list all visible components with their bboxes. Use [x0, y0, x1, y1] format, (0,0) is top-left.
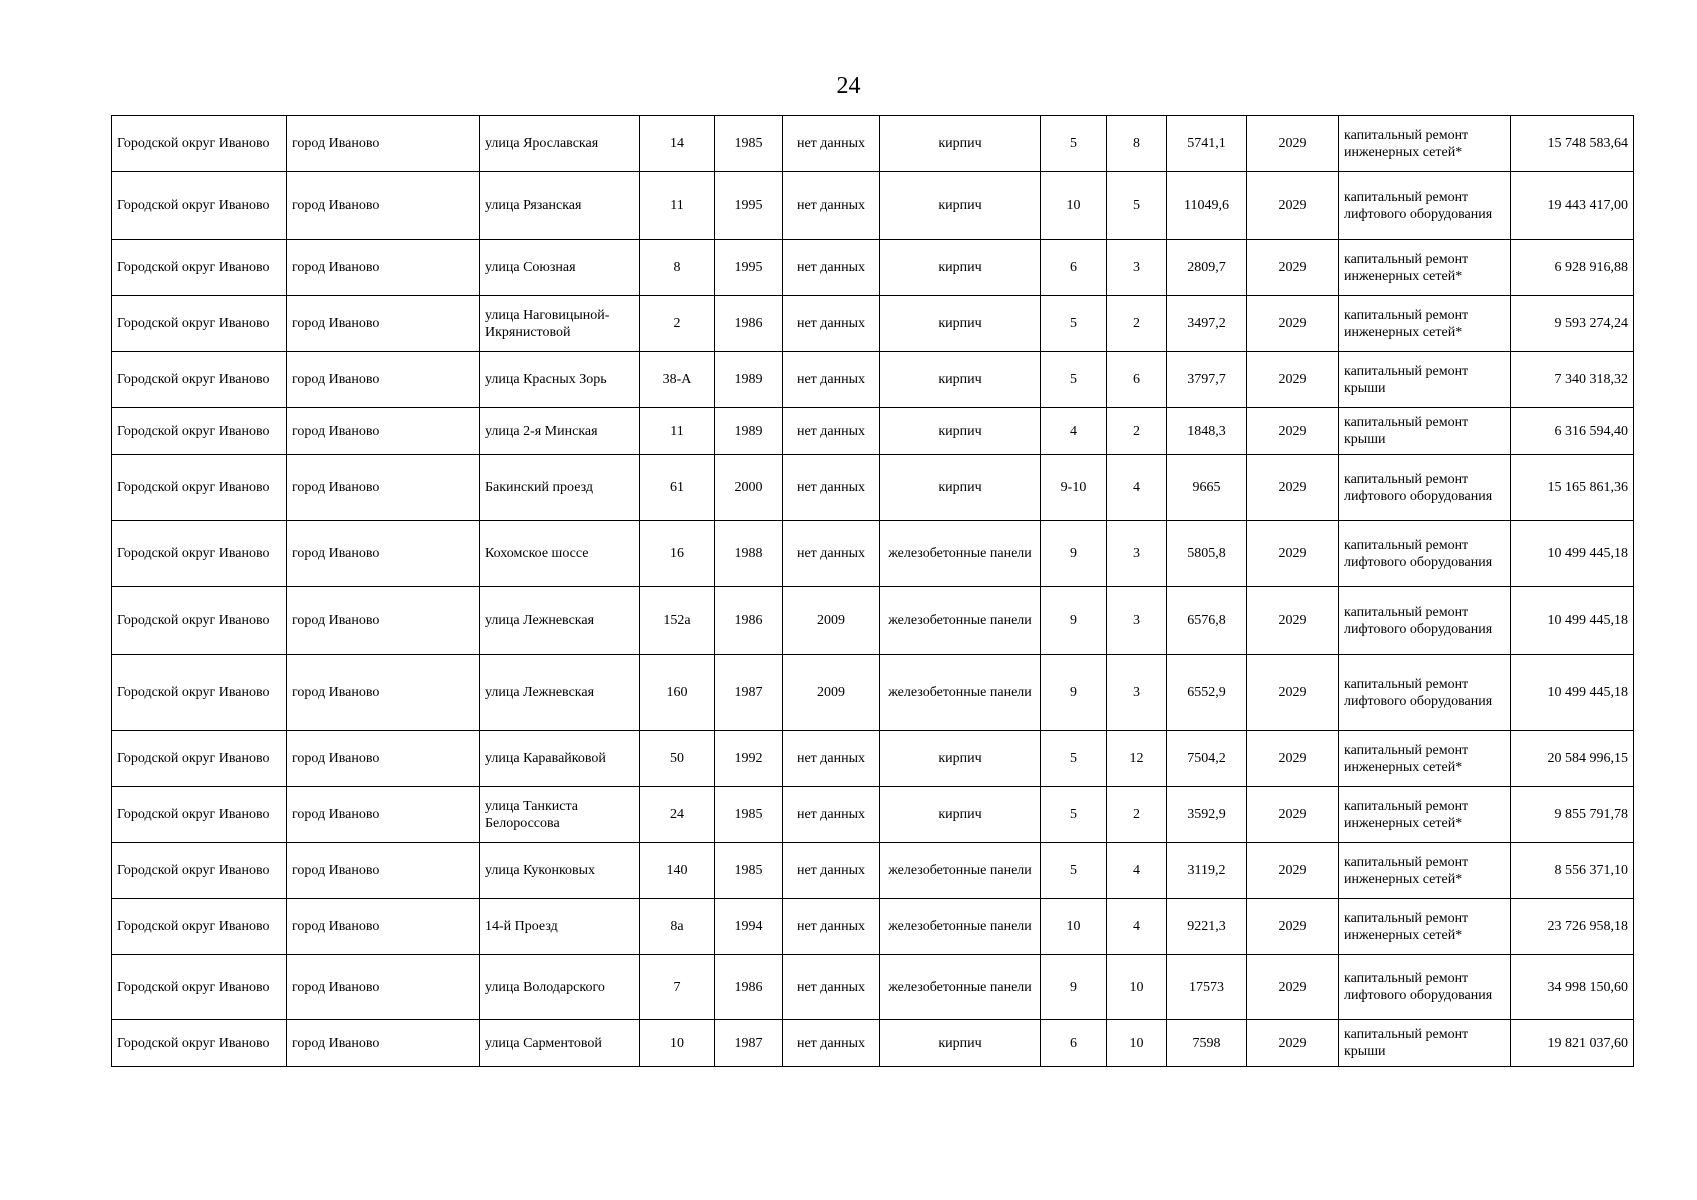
municipality-cell: Городской округ Иваново	[112, 587, 287, 655]
house-number-cell: 11	[640, 172, 715, 240]
last-overhaul-cell: нет данных	[783, 731, 880, 787]
work-type-cell: капитальный ремонт лифтового оборудования	[1339, 655, 1511, 731]
entrances-cell: 3	[1107, 587, 1167, 655]
house-number-cell: 16	[640, 521, 715, 587]
settlement-cell: город Иваново	[287, 787, 480, 843]
wall-material-cell: кирпич	[880, 1020, 1041, 1067]
last-overhaul-cell: нет данных	[783, 455, 880, 521]
table-row	[112, 408, 1634, 455]
year-built-cell: 1985	[715, 843, 783, 899]
floors-cell: 6	[1041, 240, 1107, 296]
area-cell: 6552,9	[1167, 655, 1247, 731]
work-type-cell: капитальный ремонт инженерных сетей*	[1339, 843, 1511, 899]
entrances-cell: 6	[1107, 352, 1167, 408]
last-overhaul-cell: нет данных	[783, 521, 880, 587]
area-cell: 1848,3	[1167, 408, 1247, 455]
settlement-cell: город Иваново	[287, 899, 480, 955]
municipality-cell: Городской округ Иваново	[112, 352, 287, 408]
street-cell: улица Лежневская	[480, 587, 640, 655]
planned-year-cell: 2029	[1247, 655, 1339, 731]
municipality-cell: Городской округ Иваново	[112, 116, 287, 172]
floors-cell: 4	[1041, 408, 1107, 455]
wall-material-cell: железобетонные панели	[880, 955, 1041, 1020]
year-built-cell: 1987	[715, 1020, 783, 1067]
entrances-cell: 10	[1107, 1020, 1167, 1067]
cost-cell: 7 340 318,32	[1511, 352, 1634, 408]
wall-material-cell: кирпич	[880, 240, 1041, 296]
year-built-cell: 1989	[715, 352, 783, 408]
planned-year-cell: 2029	[1247, 296, 1339, 352]
municipality-cell: Городской округ Иваново	[112, 843, 287, 899]
settlement-cell: город Иваново	[287, 1020, 480, 1067]
year-built-cell: 2000	[715, 455, 783, 521]
table-row	[112, 587, 1634, 655]
planned-year-cell: 2029	[1247, 843, 1339, 899]
street-cell: улица Союзная	[480, 240, 640, 296]
settlement-cell: город Иваново	[287, 655, 480, 731]
year-built-cell: 1987	[715, 655, 783, 731]
floors-cell: 9	[1041, 521, 1107, 587]
municipality-cell: Городской округ Иваново	[112, 172, 287, 240]
cost-cell: 6 316 594,40	[1511, 408, 1634, 455]
last-overhaul-cell: нет данных	[783, 787, 880, 843]
work-type-cell: капитальный ремонт лифтового оборудования	[1339, 587, 1511, 655]
entrances-cell: 5	[1107, 172, 1167, 240]
wall-material-cell: кирпич	[880, 787, 1041, 843]
area-cell: 3592,9	[1167, 787, 1247, 843]
house-number-cell: 7	[640, 955, 715, 1020]
cost-cell: 23 726 958,18	[1511, 899, 1634, 955]
settlement-cell: город Иваново	[287, 352, 480, 408]
street-cell: улица Сарментовой	[480, 1020, 640, 1067]
year-built-cell: 1986	[715, 296, 783, 352]
table-body	[112, 116, 1634, 1067]
last-overhaul-cell: нет данных	[783, 408, 880, 455]
wall-material-cell: железобетонные панели	[880, 843, 1041, 899]
cost-cell: 20 584 996,15	[1511, 731, 1634, 787]
housing-registry-table	[111, 115, 1634, 1067]
cost-cell: 10 499 445,18	[1511, 587, 1634, 655]
table-row	[112, 352, 1634, 408]
area-cell: 3497,2	[1167, 296, 1247, 352]
house-number-cell: 11	[640, 408, 715, 455]
table-row	[112, 172, 1634, 240]
year-built-cell: 1995	[715, 172, 783, 240]
wall-material-cell: кирпич	[880, 296, 1041, 352]
entrances-cell: 2	[1107, 408, 1167, 455]
settlement-cell: город Иваново	[287, 731, 480, 787]
house-number-cell: 160	[640, 655, 715, 731]
work-type-cell: капитальный ремонт лифтового оборудования	[1339, 955, 1511, 1020]
settlement-cell: город Иваново	[287, 296, 480, 352]
work-type-cell: капитальный ремонт крыши	[1339, 352, 1511, 408]
wall-material-cell: кирпич	[880, 408, 1041, 455]
floors-cell: 5	[1041, 352, 1107, 408]
planned-year-cell: 2029	[1247, 1020, 1339, 1067]
house-number-cell: 10	[640, 1020, 715, 1067]
cost-cell: 19 443 417,00	[1511, 172, 1634, 240]
wall-material-cell: железобетонные панели	[880, 521, 1041, 587]
table-row	[112, 455, 1634, 521]
street-cell: Кохомское шоссе	[480, 521, 640, 587]
entrances-cell: 3	[1107, 240, 1167, 296]
street-cell: улица Танкиста Белороссова	[480, 787, 640, 843]
settlement-cell: город Иваново	[287, 843, 480, 899]
last-overhaul-cell: нет данных	[783, 843, 880, 899]
area-cell: 3119,2	[1167, 843, 1247, 899]
work-type-cell: капитальный ремонт лифтового оборудования	[1339, 455, 1511, 521]
planned-year-cell: 2029	[1247, 408, 1339, 455]
work-type-cell: капитальный ремонт инженерных сетей*	[1339, 296, 1511, 352]
municipality-cell: Городской округ Иваново	[112, 408, 287, 455]
floors-cell: 9	[1041, 955, 1107, 1020]
area-cell: 9665	[1167, 455, 1247, 521]
year-built-cell: 1986	[715, 587, 783, 655]
planned-year-cell: 2029	[1247, 455, 1339, 521]
cost-cell: 9 855 791,78	[1511, 787, 1634, 843]
entrances-cell: 4	[1107, 455, 1167, 521]
wall-material-cell: железобетонные панели	[880, 655, 1041, 731]
settlement-cell: город Иваново	[287, 587, 480, 655]
last-overhaul-cell: 2009	[783, 587, 880, 655]
house-number-cell: 50	[640, 731, 715, 787]
cost-cell: 8 556 371,10	[1511, 843, 1634, 899]
area-cell: 7504,2	[1167, 731, 1247, 787]
year-built-cell: 1986	[715, 955, 783, 1020]
year-built-cell: 1992	[715, 731, 783, 787]
municipality-cell: Городской округ Иваново	[112, 955, 287, 1020]
floors-cell: 5	[1041, 843, 1107, 899]
year-built-cell: 1989	[715, 408, 783, 455]
settlement-cell: город Иваново	[287, 521, 480, 587]
cost-cell: 15 748 583,64	[1511, 116, 1634, 172]
house-number-cell: 140	[640, 843, 715, 899]
wall-material-cell: кирпич	[880, 455, 1041, 521]
street-cell: улица Куконковых	[480, 843, 640, 899]
work-type-cell: капитальный ремонт лифтового оборудования	[1339, 172, 1511, 240]
municipality-cell: Городской округ Иваново	[112, 296, 287, 352]
planned-year-cell: 2029	[1247, 521, 1339, 587]
municipality-cell: Городской округ Иваново	[112, 240, 287, 296]
street-cell: улица Красных Зорь	[480, 352, 640, 408]
house-number-cell: 38-А	[640, 352, 715, 408]
house-number-cell: 8	[640, 240, 715, 296]
work-type-cell: капитальный ремонт лифтового оборудования	[1339, 521, 1511, 587]
municipality-cell: Городской округ Иваново	[112, 455, 287, 521]
last-overhaul-cell: нет данных	[783, 352, 880, 408]
municipality-cell: Городской округ Иваново	[112, 521, 287, 587]
planned-year-cell: 2029	[1247, 899, 1339, 955]
wall-material-cell: кирпич	[880, 731, 1041, 787]
entrances-cell: 10	[1107, 955, 1167, 1020]
work-type-cell: капитальный ремонт крыши	[1339, 408, 1511, 455]
work-type-cell: капитальный ремонт инженерных сетей*	[1339, 787, 1511, 843]
work-type-cell: капитальный ремонт инженерных сетей*	[1339, 731, 1511, 787]
area-cell: 17573	[1167, 955, 1247, 1020]
year-built-cell: 1994	[715, 899, 783, 955]
wall-material-cell: кирпич	[880, 352, 1041, 408]
entrances-cell: 3	[1107, 655, 1167, 731]
last-overhaul-cell: нет данных	[783, 116, 880, 172]
last-overhaul-cell: нет данных	[783, 1020, 880, 1067]
street-cell: улица Лежневская	[480, 655, 640, 731]
table-row	[112, 843, 1634, 899]
house-number-cell: 14	[640, 116, 715, 172]
settlement-cell: город Иваново	[287, 240, 480, 296]
floors-cell: 10	[1041, 172, 1107, 240]
street-cell: улица Каравайковой	[480, 731, 640, 787]
municipality-cell: Городской округ Иваново	[112, 899, 287, 955]
floors-cell: 5	[1041, 787, 1107, 843]
municipality-cell: Городской округ Иваново	[112, 1020, 287, 1067]
house-number-cell: 152а	[640, 587, 715, 655]
settlement-cell: город Иваново	[287, 955, 480, 1020]
street-cell: улица Ярославская	[480, 116, 640, 172]
street-cell: улица Володарского	[480, 955, 640, 1020]
table-row	[112, 655, 1634, 731]
table-row	[112, 955, 1634, 1020]
last-overhaul-cell: нет данных	[783, 899, 880, 955]
floors-cell: 5	[1041, 116, 1107, 172]
house-number-cell: 24	[640, 787, 715, 843]
table-row	[112, 240, 1634, 296]
entrances-cell: 3	[1107, 521, 1167, 587]
area-cell: 3797,7	[1167, 352, 1247, 408]
planned-year-cell: 2029	[1247, 587, 1339, 655]
floors-cell: 9	[1041, 587, 1107, 655]
work-type-cell: капитальный ремонт инженерных сетей*	[1339, 240, 1511, 296]
cost-cell: 9 593 274,24	[1511, 296, 1634, 352]
entrances-cell: 2	[1107, 787, 1167, 843]
house-number-cell: 2	[640, 296, 715, 352]
municipality-cell: Городской округ Иваново	[112, 787, 287, 843]
settlement-cell: город Иваново	[287, 455, 480, 521]
entrances-cell: 2	[1107, 296, 1167, 352]
house-number-cell: 61	[640, 455, 715, 521]
cost-cell: 10 499 445,18	[1511, 521, 1634, 587]
street-cell: 14-й Проезд	[480, 899, 640, 955]
street-cell: Бакинский проезд	[480, 455, 640, 521]
table-row	[112, 296, 1634, 352]
page-number: 24	[836, 73, 861, 99]
settlement-cell: город Иваново	[287, 408, 480, 455]
wall-material-cell: железобетонные панели	[880, 587, 1041, 655]
settlement-cell: город Иваново	[287, 172, 480, 240]
street-cell: улица 2-я Минская	[480, 408, 640, 455]
municipality-cell: Городской округ Иваново	[112, 731, 287, 787]
area-cell: 11049,6	[1167, 172, 1247, 240]
area-cell: 7598	[1167, 1020, 1247, 1067]
house-number-cell: 8а	[640, 899, 715, 955]
table-row	[112, 521, 1634, 587]
entrances-cell: 12	[1107, 731, 1167, 787]
table-row	[112, 116, 1634, 172]
year-built-cell: 1985	[715, 787, 783, 843]
planned-year-cell: 2029	[1247, 731, 1339, 787]
entrances-cell: 8	[1107, 116, 1167, 172]
street-cell: улица Рязанская	[480, 172, 640, 240]
table-row	[112, 787, 1634, 843]
table-row	[112, 899, 1634, 955]
floors-cell: 10	[1041, 899, 1107, 955]
year-built-cell: 1985	[715, 116, 783, 172]
last-overhaul-cell: нет данных	[783, 955, 880, 1020]
work-type-cell: капитальный ремонт крыши	[1339, 1020, 1511, 1067]
cost-cell: 10 499 445,18	[1511, 655, 1634, 731]
cost-cell: 34 998 150,60	[1511, 955, 1634, 1020]
wall-material-cell: кирпич	[880, 172, 1041, 240]
planned-year-cell: 2029	[1247, 352, 1339, 408]
cost-cell: 6 928 916,88	[1511, 240, 1634, 296]
cost-cell: 19 821 037,60	[1511, 1020, 1634, 1067]
floors-cell: 9-10	[1041, 455, 1107, 521]
floors-cell: 6	[1041, 1020, 1107, 1067]
work-type-cell: капитальный ремонт инженерных сетей*	[1339, 899, 1511, 955]
entrances-cell: 4	[1107, 843, 1167, 899]
planned-year-cell: 2029	[1247, 955, 1339, 1020]
settlement-cell: город Иваново	[287, 116, 480, 172]
table-row	[112, 1020, 1634, 1067]
entrances-cell: 4	[1107, 899, 1167, 955]
floors-cell: 5	[1041, 731, 1107, 787]
year-built-cell: 1988	[715, 521, 783, 587]
planned-year-cell: 2029	[1247, 116, 1339, 172]
wall-material-cell: железобетонные панели	[880, 899, 1041, 955]
planned-year-cell: 2029	[1247, 787, 1339, 843]
last-overhaul-cell: нет данных	[783, 240, 880, 296]
area-cell: 2809,7	[1167, 240, 1247, 296]
street-cell: улица Наговицыной-Икрянистовой	[480, 296, 640, 352]
planned-year-cell: 2029	[1247, 240, 1339, 296]
floors-cell: 5	[1041, 296, 1107, 352]
year-built-cell: 1995	[715, 240, 783, 296]
area-cell: 6576,8	[1167, 587, 1247, 655]
floors-cell: 9	[1041, 655, 1107, 731]
last-overhaul-cell: нет данных	[783, 172, 880, 240]
last-overhaul-cell: 2009	[783, 655, 880, 731]
planned-year-cell: 2029	[1247, 172, 1339, 240]
wall-material-cell: кирпич	[880, 116, 1041, 172]
municipality-cell: Городской округ Иваново	[112, 655, 287, 731]
table-row	[112, 731, 1634, 787]
area-cell: 5741,1	[1167, 116, 1247, 172]
area-cell: 9221,3	[1167, 899, 1247, 955]
area-cell: 5805,8	[1167, 521, 1247, 587]
work-type-cell: капитальный ремонт инженерных сетей*	[1339, 116, 1511, 172]
cost-cell: 15 165 861,36	[1511, 455, 1634, 521]
last-overhaul-cell: нет данных	[783, 296, 880, 352]
